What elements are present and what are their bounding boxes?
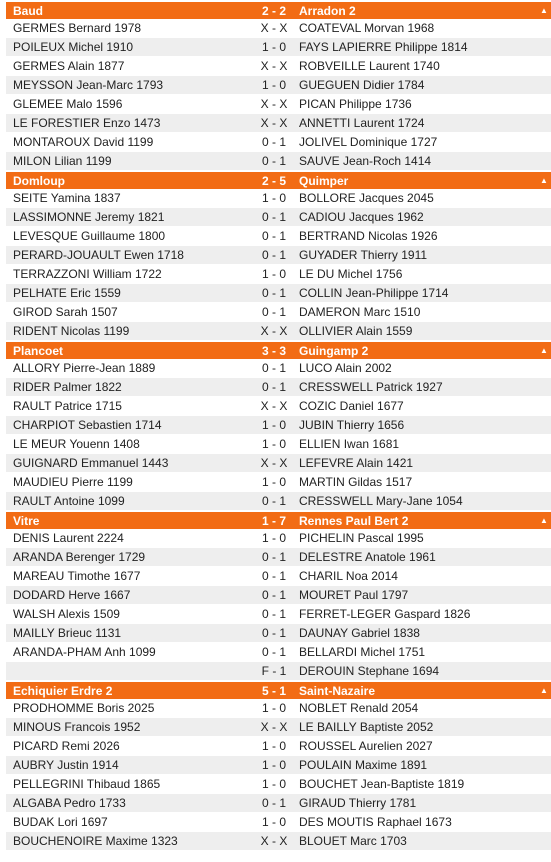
game-result: X - X (260, 116, 288, 130)
game-row (6, 38, 551, 57)
away-player[interactable]: CADIOU Jacques 1962 (299, 210, 424, 224)
home-player[interactable]: ALGABA Pedro 1733 (13, 796, 126, 810)
away-player[interactable]: FERRET-LEGER Gaspard 1826 (299, 607, 471, 621)
away-player[interactable]: GUYADER Thierry 1911 (299, 248, 428, 262)
game-result: 1 - 0 (261, 815, 286, 829)
game-result: 0 - 1 (261, 154, 286, 168)
away-player[interactable]: ROBVEILLE Laurent 1740 (299, 59, 440, 73)
game-result: X - X (260, 399, 288, 413)
away-player[interactable]: CHARIL Noa 2014 (299, 569, 398, 583)
game-result: X - X (260, 97, 288, 111)
home-player[interactable]: MAREAU Timothe 1677 (13, 569, 141, 583)
home-player[interactable]: GLEMEE Malo 1596 (13, 97, 123, 111)
game-result: 0 - 1 (261, 550, 286, 564)
game-row (6, 189, 551, 208)
game-row (6, 114, 551, 133)
home-team-name: Domloup (13, 173, 65, 188)
game-result: 1 - 0 (261, 267, 286, 281)
game-row (6, 208, 551, 227)
game-row (6, 359, 551, 378)
caret-up-icon[interactable]: ▲ (540, 175, 548, 185)
away-team-name: Saint-Nazaire (299, 683, 376, 698)
away-team-name: Guingamp 2 (299, 343, 369, 358)
game-result: 0 - 1 (261, 229, 286, 243)
home-player[interactable]: PICARD Remi 2026 (13, 739, 120, 753)
home-player[interactable]: MAUDIEU Pierre 1199 (13, 475, 133, 489)
game-result: 0 - 1 (261, 796, 286, 810)
home-player[interactable]: LE FORESTIER Enzo 1473 (13, 116, 161, 130)
away-player[interactable]: DAMERON Marc 1510 (299, 305, 421, 319)
away-player[interactable]: ELLIEN Iwan 1681 (299, 437, 400, 451)
game-result: 1 - 0 (261, 701, 286, 715)
game-result: X - X (260, 21, 288, 35)
game-row (6, 265, 551, 284)
match-header[interactable] (6, 341, 551, 359)
game-row (6, 794, 551, 813)
game-row (6, 416, 551, 435)
away-player[interactable]: ANNETTI Laurent 1724 (299, 116, 425, 130)
game-row (6, 152, 551, 171)
match-block (6, 1, 551, 171)
away-player[interactable]: FAYS LAPIERRE Philippe 1814 (299, 40, 468, 54)
game-row (6, 492, 551, 511)
game-row (6, 699, 551, 718)
away-player[interactable]: COZIC Daniel 1677 (299, 399, 404, 413)
away-player[interactable]: CRESSWELL Mary-Jane 1054 (299, 494, 463, 508)
away-player[interactable]: NOBLET Renald 2054 (299, 701, 419, 715)
home-player[interactable]: CHARPIOT Sebastien 1714 (13, 418, 162, 432)
away-player[interactable]: DES MOUTIS Raphael 1673 (299, 815, 452, 829)
game-result: 0 - 1 (261, 607, 286, 621)
away-player[interactable]: BOUCHET Jean-Baptiste 1819 (299, 777, 465, 791)
game-row (6, 832, 551, 851)
game-row (6, 397, 551, 416)
home-player[interactable]: TERRAZZONI William 1722 (13, 267, 162, 281)
game-row (6, 737, 551, 756)
game-result: X - X (260, 324, 288, 338)
home-player[interactable]: PELHATE Eric 1559 (13, 286, 121, 300)
home-player[interactable]: MEYSSON Jean-Marc 1793 (13, 78, 164, 92)
match-block (6, 341, 551, 511)
home-player[interactable]: SEITE Yamina 1837 (13, 191, 121, 205)
away-team-name: Quimper (299, 173, 349, 188)
game-result: 0 - 1 (261, 645, 286, 659)
away-player[interactable]: BERTRAND Nicolas 1926 (299, 229, 438, 243)
game-result: 0 - 1 (261, 626, 286, 640)
home-player[interactable]: AUBRY Justin 1914 (13, 758, 119, 772)
game-row (6, 567, 551, 586)
away-player[interactable]: SAUVE Jean-Roch 1414 (299, 154, 432, 168)
away-player[interactable]: PICAN Philippe 1736 (299, 97, 412, 111)
home-player[interactable]: MONTAROUX David 1199 (13, 135, 154, 149)
away-player[interactable]: POULAIN Maxime 1891 (299, 758, 428, 772)
game-result: 1 - 0 (261, 475, 286, 489)
home-player[interactable]: PRODHOMME Boris 2025 (13, 701, 155, 715)
game-result: 1 - 0 (261, 191, 286, 205)
game-result: 1 - 0 (261, 531, 286, 545)
game-row (6, 284, 551, 303)
away-player[interactable]: GUEGUEN Didier 1784 (299, 78, 425, 92)
game-row (6, 756, 551, 775)
game-result: X - X (260, 834, 288, 848)
match-header[interactable] (6, 171, 551, 189)
away-player[interactable]: DAUNAY Gabriel 1838 (299, 626, 420, 640)
home-player[interactable]: GUIGNARD Emmanuel 1443 (13, 456, 169, 470)
home-team-name: Baud (13, 3, 43, 18)
game-row (6, 454, 551, 473)
home-team-name: Vitre (13, 513, 40, 528)
away-player[interactable]: COATEVAL Morvan 1968 (299, 21, 435, 35)
home-player[interactable]: RAULT Patrice 1715 (13, 399, 122, 413)
away-player[interactable]: JOLIVEL Dominique 1727 (299, 135, 438, 149)
caret-up-icon[interactable]: ▲ (540, 5, 548, 15)
home-player[interactable]: GIROD Sarah 1507 (13, 305, 118, 319)
away-player[interactable]: BOLLORE Jacques 2045 (299, 191, 434, 205)
match-score: 5 - 1 (261, 683, 286, 698)
game-result: 1 - 0 (261, 78, 286, 92)
home-player[interactable]: WALSH Alexis 1509 (13, 607, 120, 621)
home-team-name: Plancoet (13, 343, 64, 358)
game-result: 0 - 1 (261, 135, 286, 149)
game-row (6, 435, 551, 454)
home-player[interactable]: DODARD Herve 1667 (13, 588, 131, 602)
home-player[interactable]: MINOUS Francois 1952 (13, 720, 141, 734)
game-row (6, 227, 551, 246)
home-player[interactable]: RIDER Palmer 1822 (13, 380, 122, 394)
game-result: 0 - 1 (261, 361, 286, 375)
away-player[interactable]: GIRAUD Thierry 1781 (299, 796, 417, 810)
home-player[interactable]: LEVESQUE Guillaume 1800 (13, 229, 166, 243)
home-player[interactable]: DENIS Laurent 2224 (13, 531, 124, 545)
home-player[interactable]: GERMES Bernard 1978 (13, 21, 142, 35)
caret-up-icon[interactable]: ▲ (540, 685, 548, 695)
match-block (6, 511, 551, 681)
game-result: F - 1 (261, 664, 287, 678)
game-result: 1 - 0 (261, 40, 286, 54)
home-player[interactable]: PERARD-JOUAULT Ewen 1718 (13, 248, 184, 262)
match-header[interactable] (6, 1, 551, 19)
match-score: 1 - 7 (261, 513, 286, 528)
match-block (6, 681, 551, 851)
game-result: 1 - 0 (261, 418, 286, 432)
away-player[interactable]: COLLIN Jean-Philippe 1714 (299, 286, 449, 300)
away-team-name: Rennes Paul Bert 2 (299, 513, 409, 528)
home-player[interactable]: RIDENT Nicolas 1199 (13, 324, 130, 338)
match-header[interactable] (6, 511, 551, 529)
away-player[interactable]: LE BAILLY Baptiste 2052 (299, 720, 434, 734)
away-player[interactable]: LUCO Alain 2002 (299, 361, 392, 375)
game-row (6, 624, 551, 643)
matches-list (6, 0, 551, 851)
away-player[interactable]: DELESTRE Anatole 1961 (299, 550, 436, 564)
caret-up-icon[interactable]: ▲ (540, 345, 548, 355)
game-result: 0 - 1 (261, 248, 286, 262)
home-team-name: Echiquier Erdre 2 (13, 683, 113, 698)
game-result: 0 - 1 (261, 380, 286, 394)
away-player[interactable]: OLLIVIER Alain 1559 (299, 324, 413, 338)
game-result: 0 - 1 (261, 305, 286, 319)
match-score: 2 - 5 (261, 173, 286, 188)
caret-up-icon[interactable]: ▲ (540, 515, 548, 525)
game-row (6, 662, 551, 681)
game-result: X - X (260, 59, 288, 73)
away-player[interactable]: LEFEVRE Alain 1421 (299, 456, 414, 470)
game-row (6, 303, 551, 322)
match-header[interactable] (6, 681, 551, 699)
game-row (6, 813, 551, 832)
home-player[interactable]: POILEUX Michel 1910 (13, 40, 134, 54)
home-player[interactable]: MAILLY Brieuc 1131 (13, 626, 122, 640)
game-result: 0 - 1 (261, 494, 286, 508)
away-player[interactable]: JUBIN Thierry 1656 (299, 418, 405, 432)
match-score: 3 - 3 (261, 343, 286, 358)
game-row (6, 95, 551, 114)
game-row (6, 605, 551, 624)
away-player[interactable]: PICHELIN Pascal 1995 (299, 531, 424, 545)
away-player[interactable]: BELLARDI Michel 1751 (299, 645, 426, 659)
game-row (6, 586, 551, 605)
away-player[interactable]: BLOUET Marc 1703 (299, 834, 407, 848)
game-result: 1 - 0 (261, 777, 286, 791)
game-row (6, 322, 551, 341)
game-result: 0 - 1 (261, 210, 286, 224)
away-team-name: Arradon 2 (299, 3, 356, 18)
game-row (6, 246, 551, 265)
game-row (6, 76, 551, 95)
game-result: 1 - 0 (261, 437, 286, 451)
home-player[interactable]: RAULT Antoine 1099 (13, 494, 125, 508)
game-result: X - X (260, 456, 288, 470)
game-row (6, 775, 551, 794)
home-player[interactable]: BOUCHENOIRE Maxime 1323 (13, 834, 178, 848)
game-result: 0 - 1 (261, 588, 286, 602)
game-row (6, 718, 551, 737)
game-row (6, 473, 551, 492)
game-row (6, 133, 551, 152)
away-player[interactable]: DEROUIN Stephane 1694 (299, 664, 440, 678)
away-player[interactable]: MOURET Paul 1797 (299, 588, 409, 602)
away-player[interactable]: CRESSWELL Patrick 1927 (299, 380, 443, 394)
away-player[interactable]: MARTIN Gildas 1517 (299, 475, 413, 489)
home-player[interactable]: LE MEUR Youenn 1408 (13, 437, 140, 451)
home-player[interactable]: GERMES Alain 1877 (13, 59, 125, 73)
home-player[interactable]: ARANDA Berenger 1729 (13, 550, 146, 564)
game-row (6, 529, 551, 548)
home-player[interactable]: BUDAK Lori 1697 (13, 815, 108, 829)
game-row (6, 643, 551, 662)
match-block (6, 171, 551, 341)
game-result: 0 - 1 (261, 286, 286, 300)
home-player[interactable]: ARANDA-PHAM Anh 1099 (13, 645, 156, 659)
game-result: 1 - 0 (261, 739, 286, 753)
home-player[interactable]: MILON Lilian 1199 (13, 154, 112, 168)
home-player[interactable]: ALLORY Pierre-Jean 1889 (13, 361, 156, 375)
match-score: 2 - 2 (261, 3, 286, 18)
away-player[interactable]: ROUSSEL Aurelien 2027 (299, 739, 433, 753)
game-result: X - X (260, 720, 288, 734)
home-player[interactable]: PELLEGRINI Thibaud 1865 (13, 777, 161, 791)
away-player[interactable]: LE DU Michel 1756 (299, 267, 403, 281)
game-result: 0 - 1 (261, 569, 286, 583)
home-player[interactable]: LASSIMONNE Jeremy 1821 (13, 210, 165, 224)
game-row (6, 378, 551, 397)
game-row (6, 19, 551, 38)
game-result: 1 - 0 (261, 758, 286, 772)
game-row (6, 548, 551, 567)
game-row (6, 57, 551, 76)
